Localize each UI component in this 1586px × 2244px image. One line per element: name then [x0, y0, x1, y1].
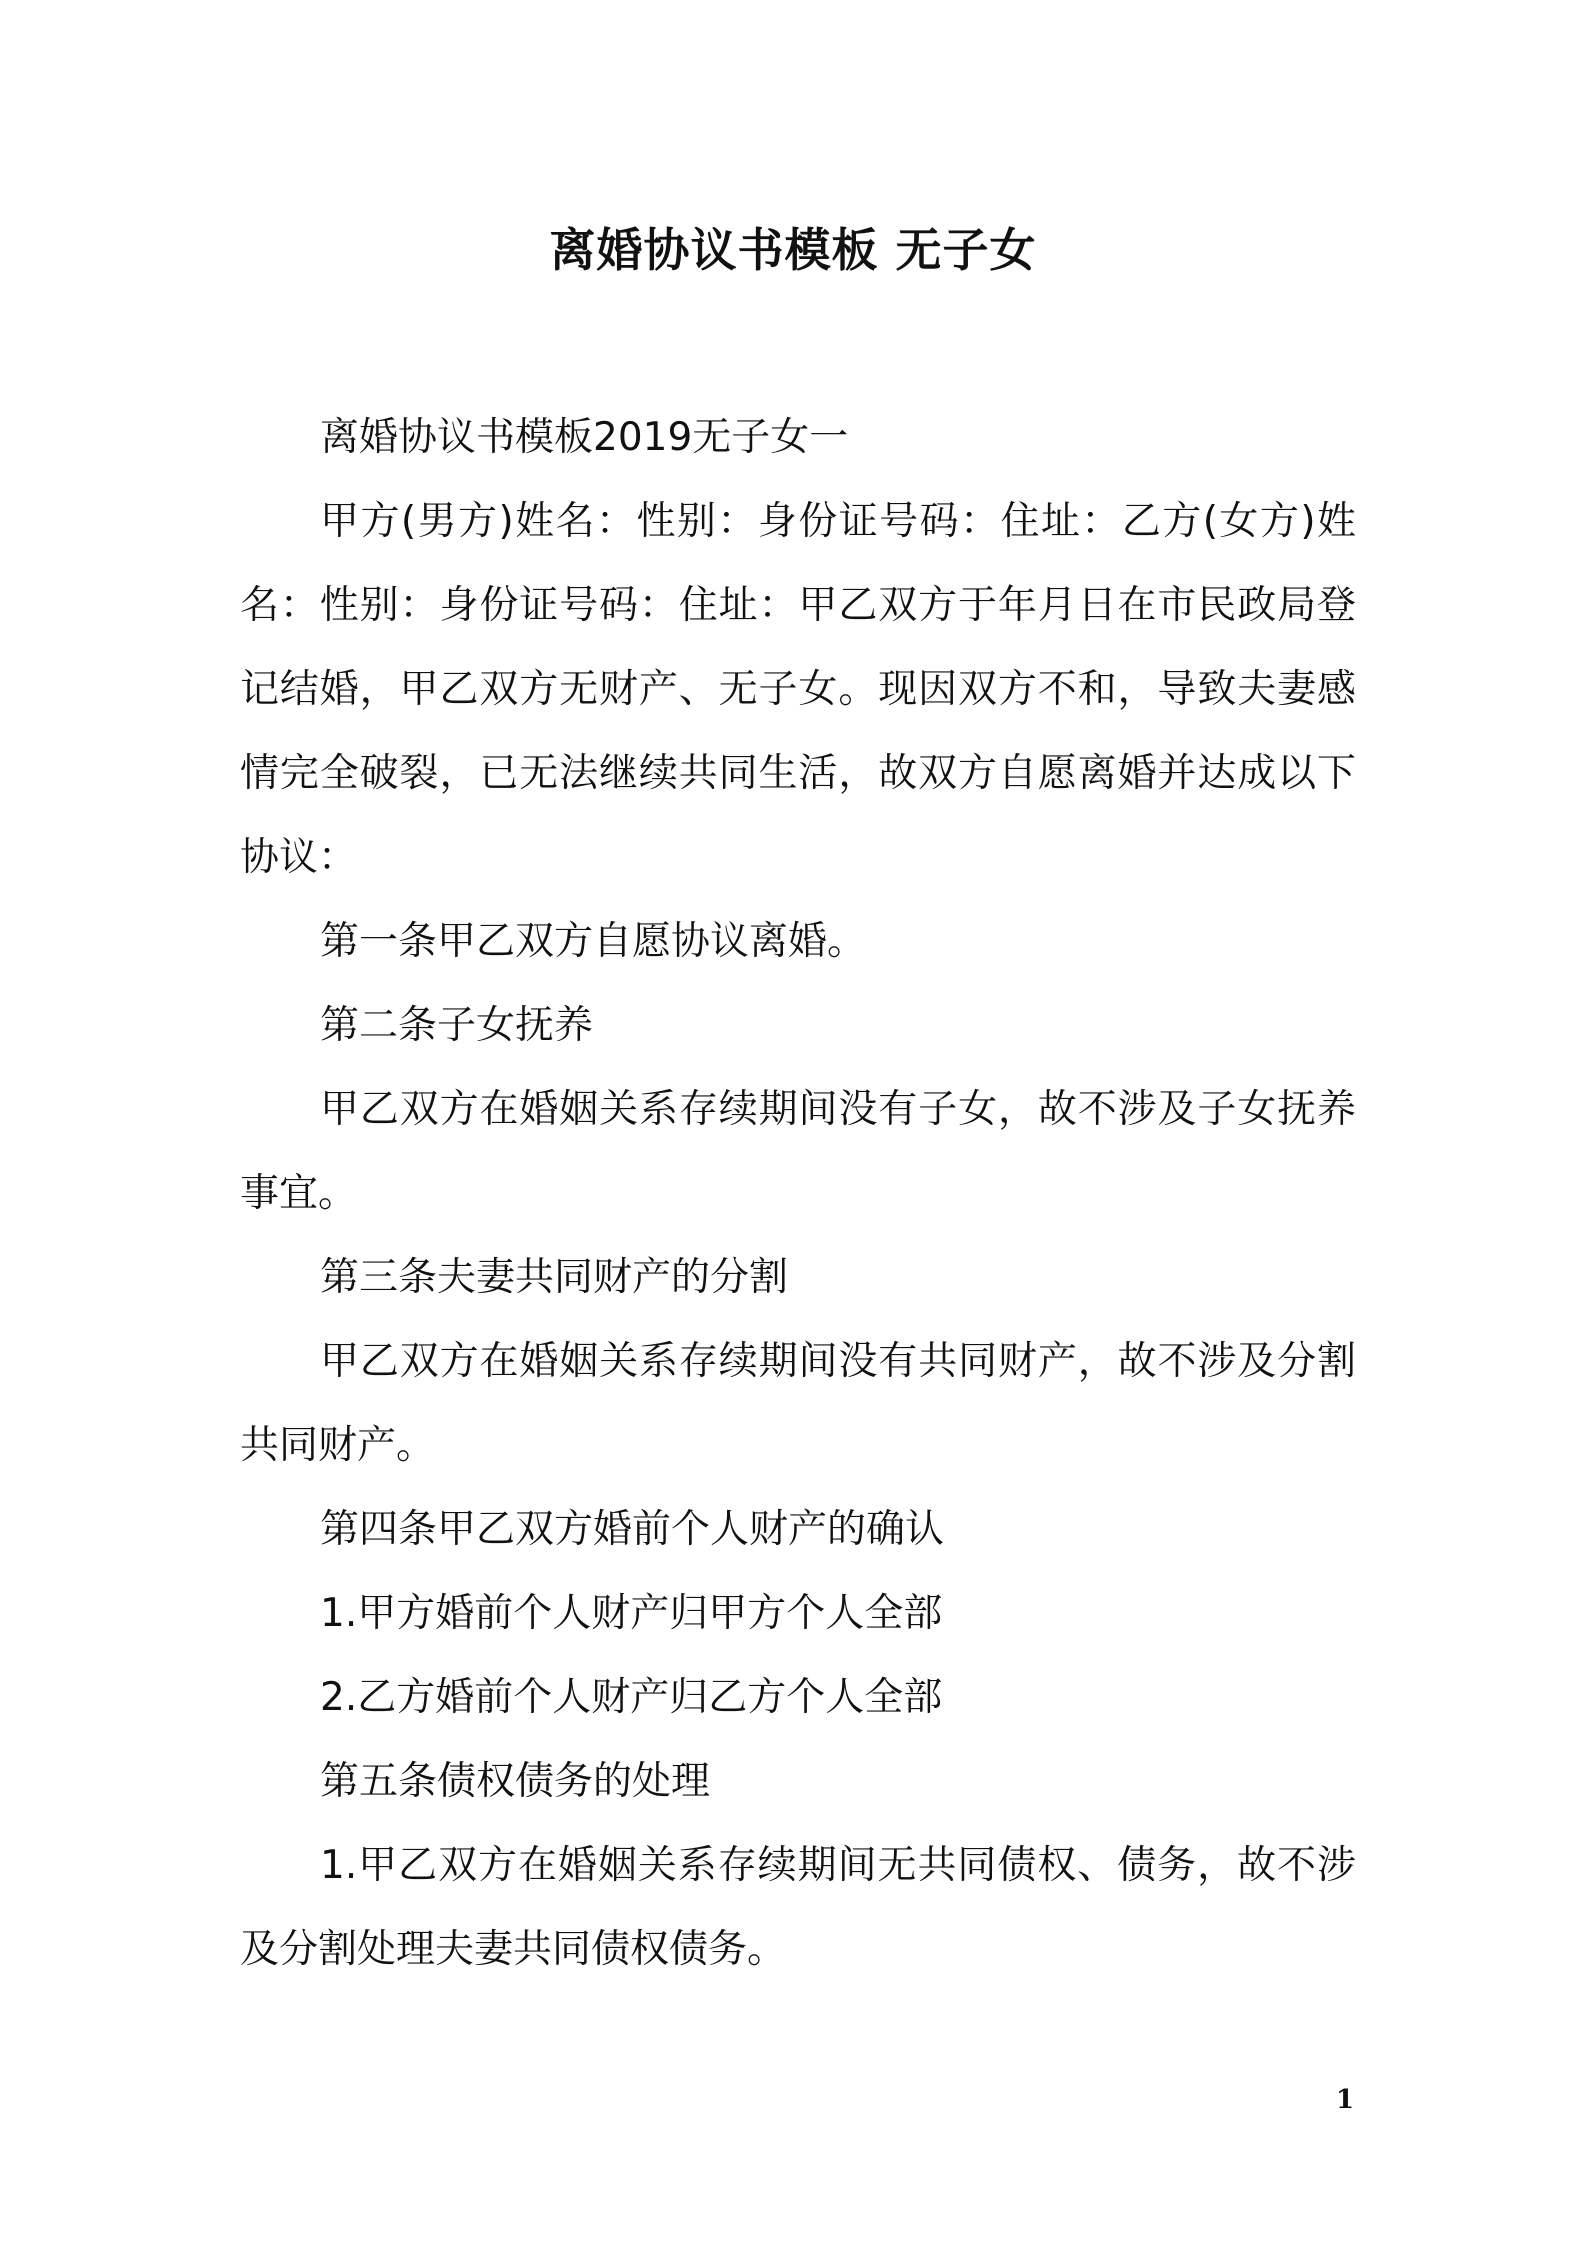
- document-body: [240, 396, 1356, 1992]
- document-title: 离婚协议书模板 无子女: [549, 223, 1037, 277]
- paragraph-article-4-item-1: 1.甲方婚前个人财产归甲方个人全部: [320, 1591, 943, 1636]
- paragraph-heading-line: 离婚协议书模板2019无子女一: [320, 415, 849, 460]
- page-number: 1: [1335, 2085, 1355, 2115]
- paragraph-article-4-heading: 第四条甲乙双方婚前个人财产的确认: [320, 1507, 945, 1552]
- paragraph-parties: 甲方(男方)姓名：性别：身份证号码：住址：乙方(女方)姓名：性别：身份证号码：住址：甲乙双方于年月日在市民政局登记结婚，甲乙双方无财产、无子女。现因双方不和，导致夫妻感情完全破裂，已无法继续共同生活，故双方自愿离婚并达成以下协议：: [240, 499, 1356, 880]
- paragraph-article-3-body: 甲乙双方在婚姻关系存续期间没有共同财产，故不涉及分割共同财产。: [240, 1339, 1356, 1468]
- paragraph-article-2-body: 甲乙双方在婚姻关系存续期间没有子女，故不涉及子女抚养事宜。: [240, 1087, 1356, 1216]
- paragraph-article-5-heading: 第五条债权债务的处理: [320, 1759, 711, 1804]
- paragraph-article-3-heading: 第三条夫妻共同财产的分割: [320, 1255, 789, 1300]
- paragraph-article-4-item-2: 2.乙方婚前个人财产归乙方个人全部: [320, 1675, 943, 1720]
- paragraph-article-5-item-1: 1.甲乙双方在婚姻关系存续期间无共同债权、债务，故不涉及分割处理夫妻共同债权债务。: [240, 1843, 1356, 1972]
- paragraph-article-1: 第一条甲乙双方自愿协议离婚。: [320, 919, 867, 964]
- paragraph-article-2-heading: 第二条子女抚养: [320, 1003, 594, 1048]
